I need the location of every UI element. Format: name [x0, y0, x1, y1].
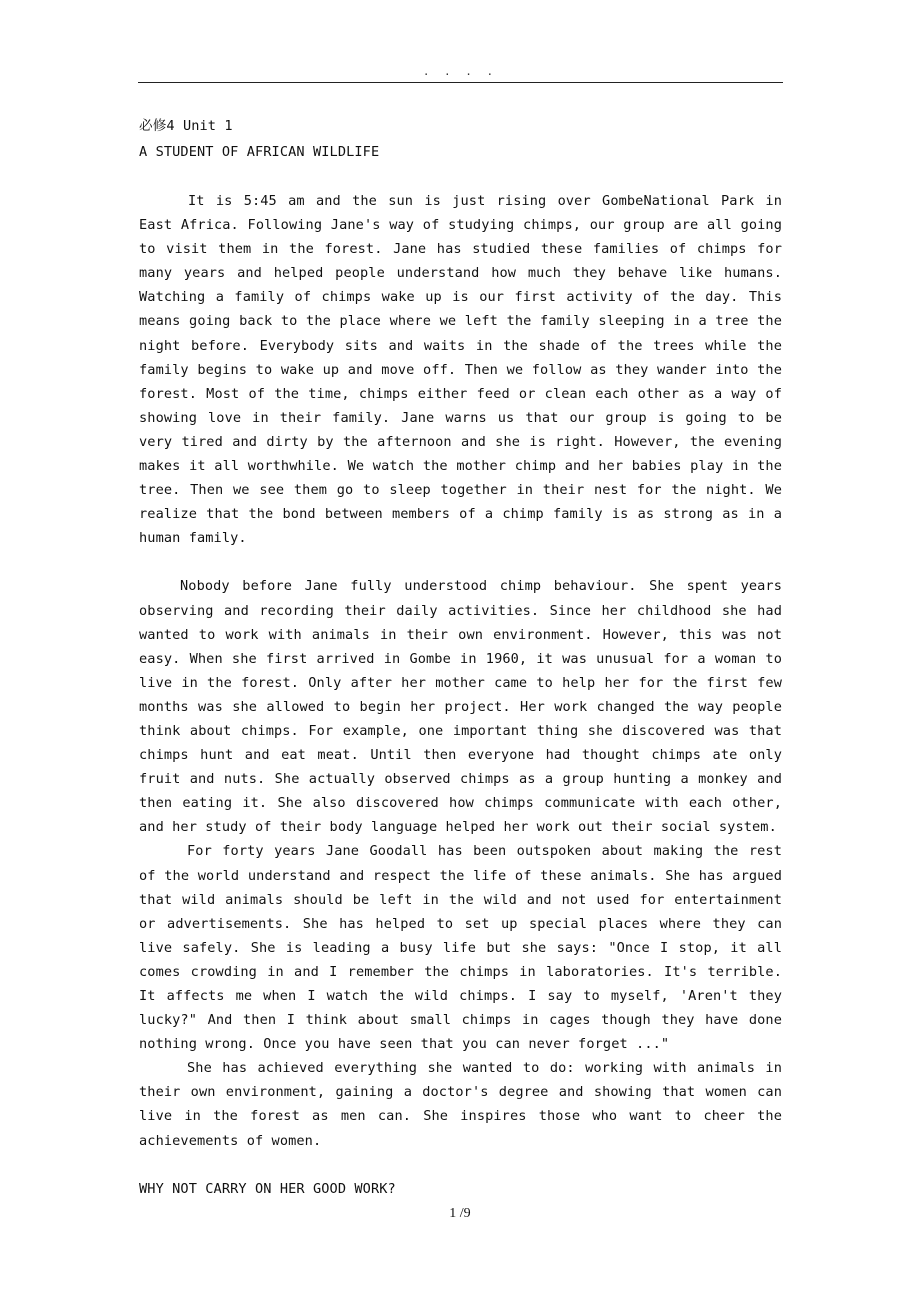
spacer — [139, 550, 782, 574]
document-body — [139, 113, 782, 1201]
document-title: A STUDENT OF AFRICAN WILDLIFE — [139, 144, 380, 160]
spacer — [139, 1153, 782, 1177]
header-rule — [138, 82, 783, 83]
closing-heading: WHY NOT CARRY ON HER GOOD WORK? — [139, 1180, 396, 1197]
paragraph-2: Nobody before Jane fully understood chimp behaviour. She spent years observing and recording their daily activities. Since her childhood she had wanted to work with animals in their own environment. However, this was not easy. When she first arrived in Gombe in 1960, it was unusual for a woman to live in the forest. Only after her mother came to help her for the first few months was she allowed to begin her project. Her work changed the way people think about chimps. For example, one important thing she discovered was that chimps hunt and eat meat. Until then everyone had thought chimps ate only fruit and nuts. She actually observed chimps as a group hunting a monkey and then eating it. She also discovered how chimps communicate with each other, and her study of their body language helped her work out their social system. — [139, 578, 782, 836]
paragraph-4: She has achieved everything she wanted to do: working with animals in their own environment, gaining a doctor's degree and showing that women can live in the forest as men can. She inspires those who want to cheer the achievements of women. — [139, 1060, 782, 1149]
header-dots: . . . . — [422, 65, 498, 78]
page-number: 1 /9 — [449, 1206, 471, 1221]
unit-label: 必修4 Unit 1 — [139, 118, 233, 134]
spacer — [139, 165, 782, 189]
paragraph-3: For forty years Jane Goodall has been outspoken about making the rest of the world understand and respect the life of these animals. She has argued that wild animals should be left in the wild and not used for entertainment or advertisements. She has helped to set up special places where they can live safely. She is leading a busy life but she says: "Once I stop, it all comes crowding in and I remember the chimps in laboratories. It's terrible. It affects me when I watch the wild chimps. I say to myself, 'Aren't they lucky?" And then I think about small chimps in cages though they have done nothing wrong. Once you have seen that you can never forget ..." — [139, 843, 782, 1053]
paragraph-1: It is 5:45 am and the sun is just rising over GombeNational Park in East Africa. Following Jane's way of studying chimps, our group are all going to visit them in the forest. Jane has studied these families of chimps for many years and helped people understand how much they behave like humans. Watching a family of chimps wake up is our first activity of the day. This means going back to the place where we left the family sleeping in a tree the night before. Everybody sits and waits in the shade of the trees while the family begins to wake up and move off. Then we follow as they wander into the forest. Most of the time, chimps either feed or clean each other as a way of showing love in their family. Jane warns us that our group is going to be very tired and dirty by the afternoon and she is right. However, the evening makes it all worthwhile. We watch the mother chimp and her babies play in the tree. Then we see them go to sleep together in their nest for the night. We realize that the bond between members of a chimp family is as strong as in a human family. — [139, 193, 782, 547]
